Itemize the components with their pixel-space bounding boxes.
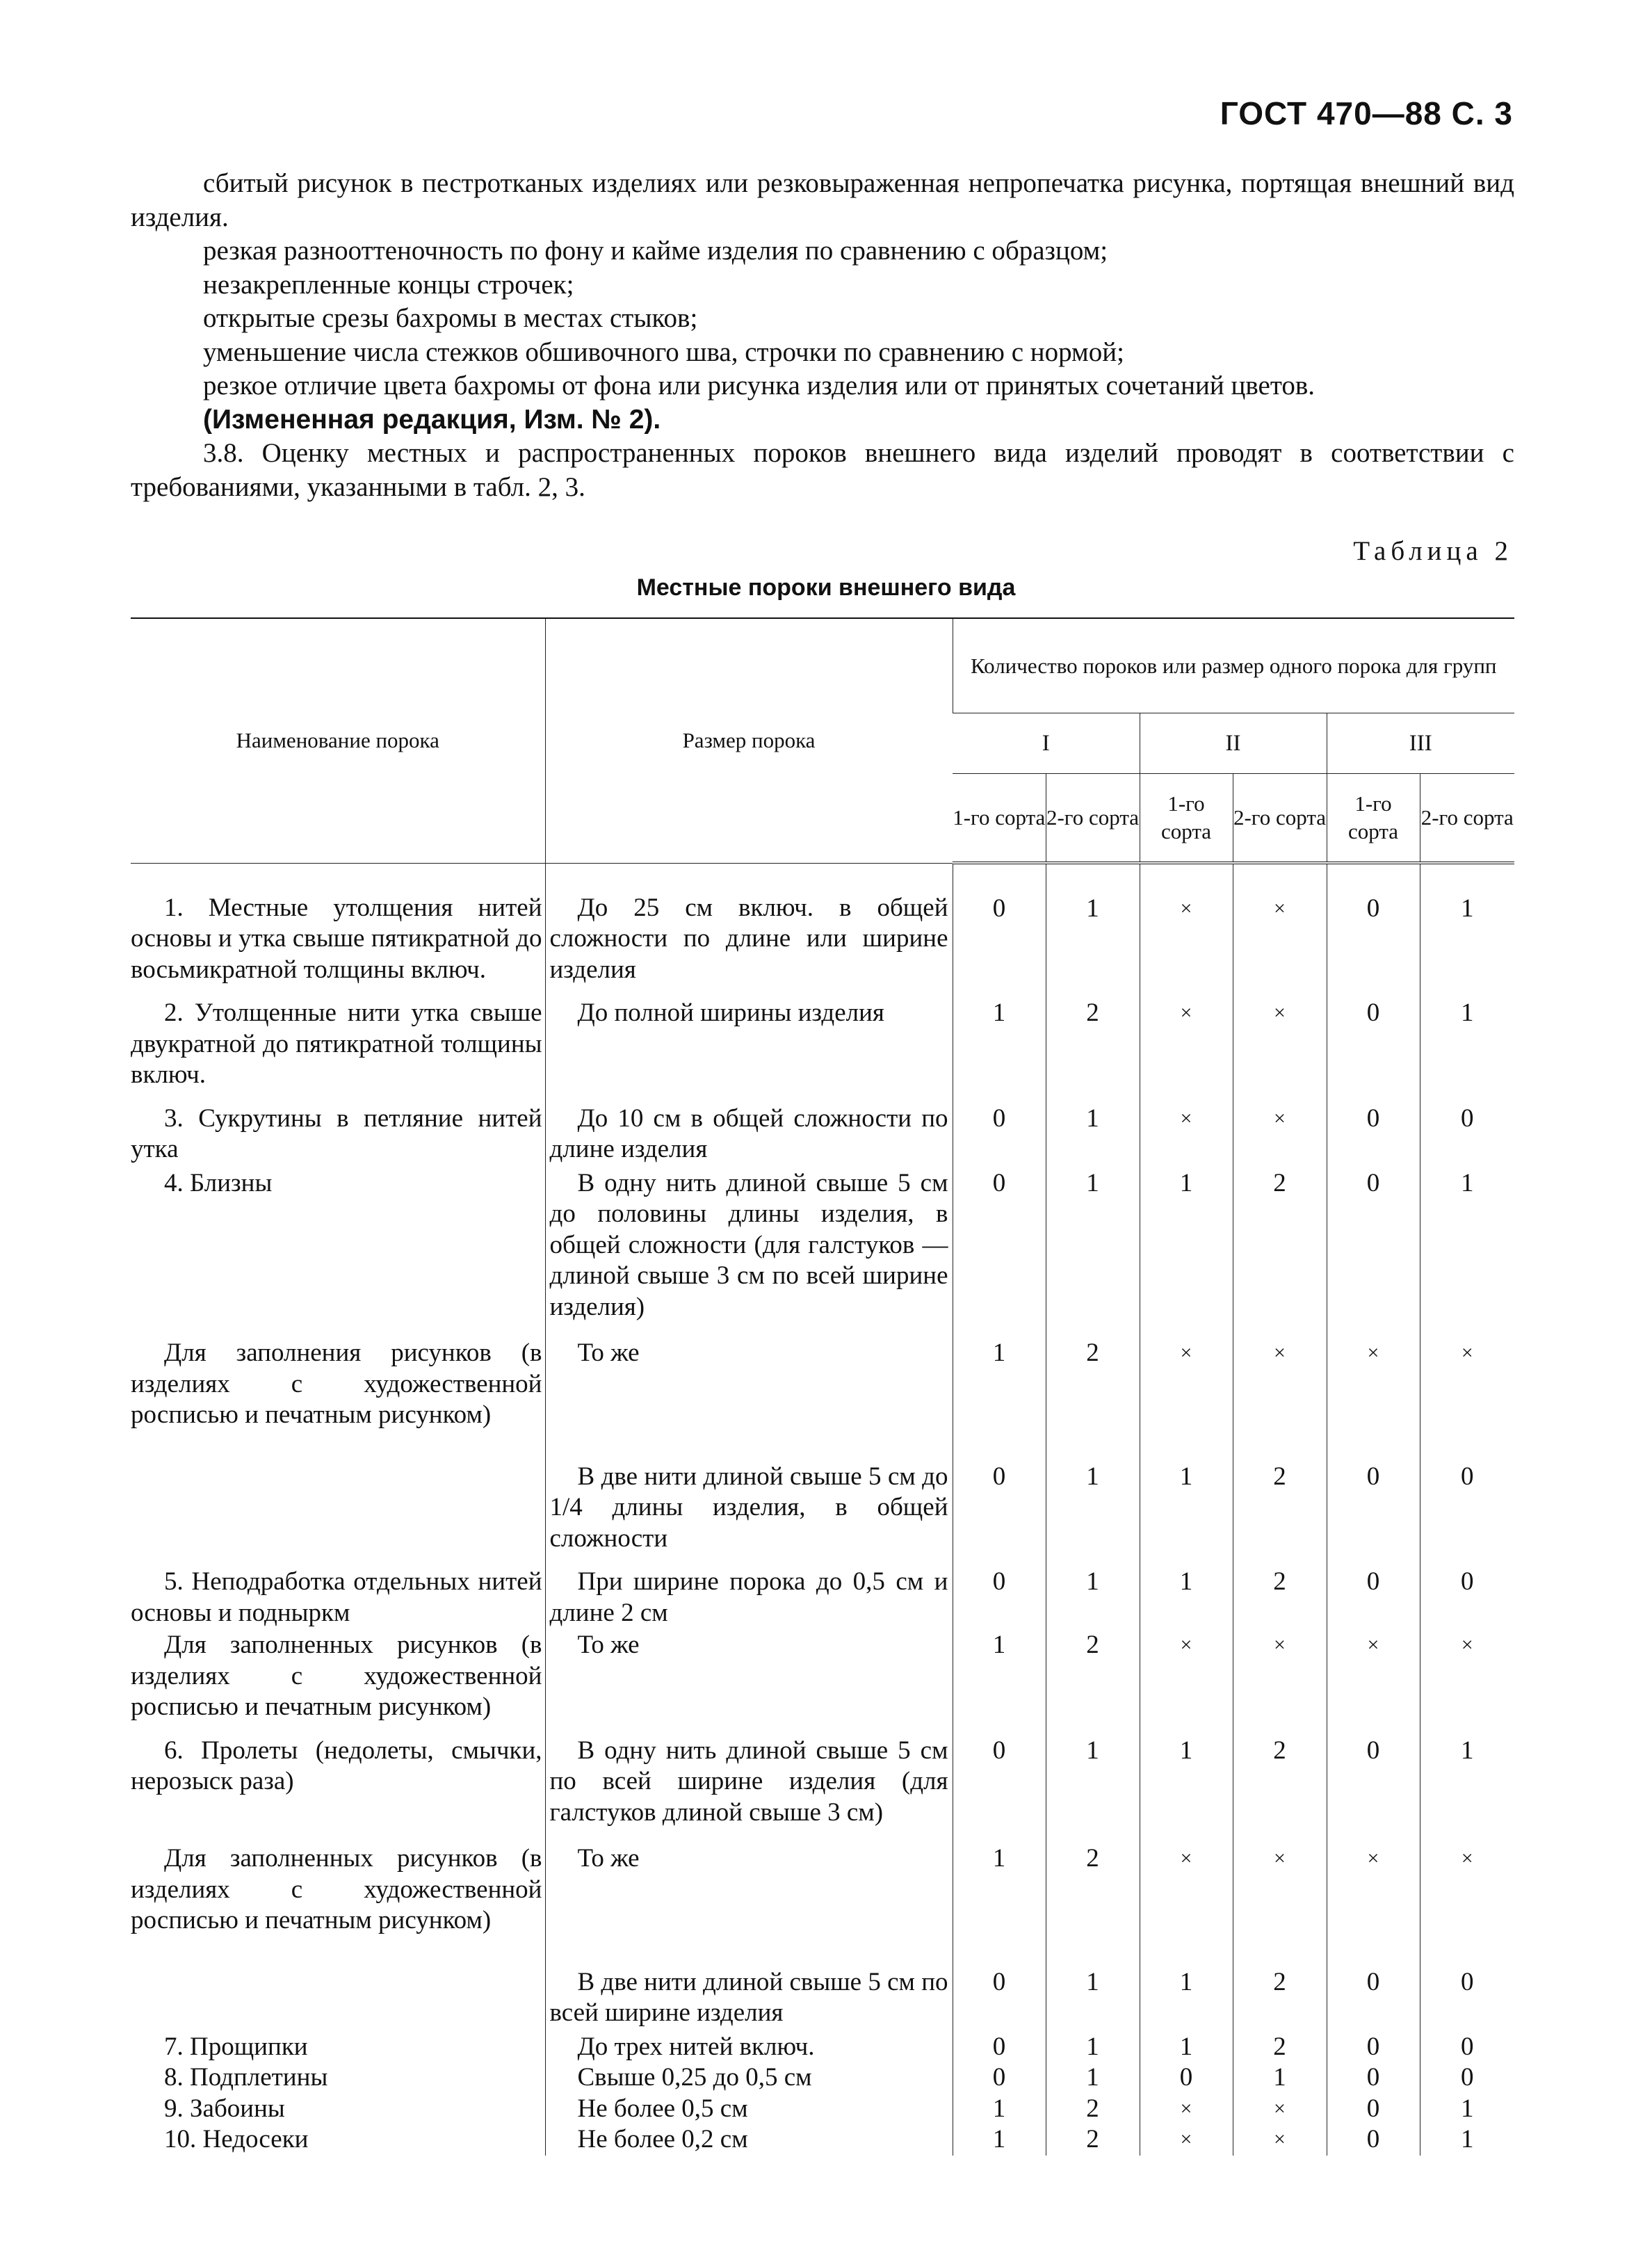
value-cell: 1 [953, 1323, 1046, 1431]
value-cell: 0 [953, 1431, 1046, 1555]
defect-size: До 25 см включ. в общей сложности по длине или ширине изделия [549, 893, 948, 984]
value-cell: × [1233, 863, 1327, 985]
value-cell: × [1327, 1323, 1420, 1431]
value-cell: × [1233, 1628, 1327, 1723]
defect-name-cell [131, 1937, 545, 2029]
amendment-note: (Измененная редакция, Изм. № 2). [203, 404, 661, 435]
table-row [131, 1091, 1514, 1165]
table-row [131, 2094, 1514, 2125]
defect-size-cell [545, 2094, 953, 2125]
value-cell: 0 [953, 2029, 1046, 2063]
value-cell: 1 [1233, 2062, 1327, 2094]
page-header: ГОСТ 470—88 С. 3 [1220, 95, 1513, 131]
value-cell: 1 [953, 1628, 1046, 1723]
paragraph: уменьшение числа стежков обшивочного шва, строчки по сравнению с нормой; [203, 337, 1124, 367]
value-cell: 0 [953, 1091, 1046, 1165]
value-cell: 2 [1046, 2124, 1140, 2156]
table-row [131, 1165, 1514, 1323]
value-cell: × [1233, 2094, 1327, 2125]
value-cell: × [1420, 1323, 1514, 1431]
value-cell: 0 [1420, 1091, 1514, 1165]
defect-size-cell [545, 1554, 953, 1628]
defect-size: В одну нить длиной свыше 5 см по всей ширине изделия (для галстуков длиной свыше 3 см) [549, 1736, 948, 1827]
defect-size-cell [545, 1165, 953, 1323]
value-cell: 1 [1046, 1091, 1140, 1165]
defect-size: То же [577, 1844, 640, 1873]
value-cell: × [1140, 1828, 1233, 1937]
value-cell: 2 [1046, 1828, 1140, 1937]
group-header-2: II [1140, 713, 1327, 774]
defect-size: До полной ширины изделия [577, 999, 884, 1027]
value-cell: × [1140, 863, 1233, 985]
table-row [131, 985, 1514, 1091]
value-cell: 0 [1327, 985, 1420, 1091]
defect-size-cell [545, 1431, 953, 1555]
value-cell: × [1233, 2124, 1327, 2156]
grade-header: 2-го сорта [1233, 774, 1327, 864]
defect-size-cell [545, 1323, 953, 1431]
value-cell: 1 [1420, 863, 1514, 985]
table-row [131, 2062, 1514, 2094]
table-row [131, 1628, 1514, 1723]
defect-name-cell [131, 1554, 545, 1628]
value-cell: × [1233, 985, 1327, 1091]
grade-header: 1-го сорта [1140, 774, 1233, 864]
defect-name: Для заполненных рисунков (в изделиях с художественной росписью и печатным рисунком) [131, 1844, 542, 1934]
defect-size: Не более 0,2 см [577, 2125, 748, 2153]
value-cell: 1 [1046, 1431, 1140, 1555]
value-cell: 0 [1327, 863, 1420, 985]
value-cell: × [1420, 1828, 1514, 1937]
value-cell: 0 [1420, 1431, 1514, 1555]
defects-table [131, 619, 1514, 2156]
value-cell: 1 [953, 2124, 1046, 2156]
defect-size: Не более 0,5 см [577, 2094, 748, 2123]
value-cell: 1 [1420, 1165, 1514, 1323]
value-cell: 1 [953, 2094, 1046, 2125]
defect-size: То же [577, 1339, 640, 1367]
defect-size-cell [545, 1723, 953, 1829]
defect-name-cell [131, 2094, 545, 2125]
value-cell: 0 [953, 863, 1046, 985]
defect-size: То же [577, 1631, 640, 1659]
value-cell: 1 [1046, 1937, 1140, 2029]
value-cell: 0 [1420, 2029, 1514, 2063]
value-cell: 0 [1327, 2062, 1420, 2094]
value-cell: 2 [1233, 2029, 1327, 2063]
value-cell: × [1233, 1828, 1327, 1937]
value-cell: 2 [1233, 1431, 1327, 1555]
value-cell: 1 [1046, 1723, 1140, 1829]
defect-name-cell [131, 1628, 545, 1723]
defect-name-cell [131, 2124, 545, 2156]
grade-header: 2-го сорта [1046, 774, 1140, 864]
defect-name-cell [131, 1723, 545, 1829]
value-cell: 2 [1233, 1937, 1327, 2029]
value-cell: × [1140, 2124, 1233, 2156]
value-cell: 1 [1046, 1165, 1140, 1323]
value-cell: 0 [1327, 2029, 1420, 2063]
value-cell: × [1420, 1628, 1514, 1723]
value-cell: 1 [1420, 2094, 1514, 2125]
defect-size-cell [545, 2062, 953, 2094]
paragraph: резкое отличие цвета бахромы от фона или рисунка изделия или от принятых сочетаний цветов. [203, 371, 1315, 401]
defect-size-cell [545, 985, 953, 1091]
value-cell: 0 [1327, 1165, 1420, 1323]
value-cell: 0 [1327, 1937, 1420, 2029]
table-row [131, 1323, 1514, 1431]
defect-name-cell [131, 2029, 545, 2063]
value-cell: 0 [1327, 2094, 1420, 2125]
grade-header: 1-го сорта [1327, 774, 1420, 864]
group-header-3: III [1327, 713, 1514, 774]
defect-size: В одну нить длиной свыше 5 см до половины длины изделия, в общей сложности (для галстуков — длиной свыше 3 см по всей ширине изделия) [549, 1168, 948, 1321]
value-cell: × [1140, 1091, 1233, 1165]
value-cell: 1 [1046, 1554, 1140, 1628]
grade-header: 1-го сорта [953, 774, 1046, 864]
value-cell: 1 [1046, 2062, 1140, 2094]
defect-name: 6. Пролеты (недолеты, смычки, нерозыск раза) [131, 1736, 542, 1795]
value-cell: × [1327, 1828, 1420, 1937]
value-cell: 0 [953, 1937, 1046, 2029]
defect-name-cell [131, 1091, 545, 1165]
value-cell: 1 [1140, 1165, 1233, 1323]
defect-size: До 10 см в общей сложности по длине изделия [549, 1104, 948, 1163]
table-row [131, 1828, 1514, 1937]
value-cell: 1 [1140, 2029, 1233, 2063]
value-cell: 1 [1140, 1431, 1233, 1555]
value-cell: 1 [1420, 2124, 1514, 2156]
defect-name-cell [131, 1431, 545, 1555]
defect-name: 7. Прощипки [164, 2032, 308, 2061]
value-cell: 2 [1046, 1628, 1140, 1723]
defect-size-cell [545, 2124, 953, 2156]
defect-name: 1. Местные утолщения нитей основы и утка свыше пятикратной до восьмикратной толщины включ. [131, 893, 542, 984]
value-cell: 2 [1046, 1323, 1140, 1431]
value-cell: × [1233, 1091, 1327, 1165]
column-header-count: Количество пороков или размер одного порока для групп [953, 619, 1514, 713]
defect-size-cell [545, 2029, 953, 2063]
defect-size: В две нити длиной свыше 5 см по всей ширине изделия [549, 1967, 948, 2027]
defect-size-cell [545, 1828, 953, 1937]
value-cell: × [1140, 2094, 1233, 2125]
value-cell: 1 [1420, 1723, 1514, 1829]
defect-size-cell [545, 1091, 953, 1165]
defect-name-cell [131, 2062, 545, 2094]
defect-size: Свыше 0,25 до 0,5 см [577, 2063, 812, 2092]
value-cell: 2 [1046, 2094, 1140, 2125]
value-cell: 2 [1233, 1554, 1327, 1628]
paragraph: незакрепленные концы строчек; [203, 269, 574, 300]
body-text [131, 167, 1514, 504]
defect-size: При ширине порока до 0,5 см и длине 2 см [549, 1567, 948, 1627]
defect-size: До трех нитей включ. [577, 2032, 815, 2061]
value-cell: 1 [953, 985, 1046, 1091]
defect-name-cell [131, 1323, 545, 1431]
defect-name: Для заполнения рисунков (в изделиях с художественной росписью и печатным рисунком) [131, 1339, 542, 1429]
value-cell: × [1140, 985, 1233, 1091]
defect-name-cell [131, 863, 545, 985]
table-title: Местные пороки внешнего вида [636, 574, 1016, 601]
table-row [131, 863, 1514, 985]
value-cell: 1 [1046, 863, 1140, 985]
value-cell: × [1140, 1323, 1233, 1431]
value-cell: 1 [1140, 1554, 1233, 1628]
paragraph: сбитый рисунок в пестротканых изделиях или резковыраженная непропечатка рисунка, портящая внешний вид изделия. [131, 168, 1514, 232]
value-cell: 1 [1140, 1723, 1233, 1829]
value-cell: 2 [1233, 1165, 1327, 1323]
value-cell: 0 [953, 1723, 1046, 1829]
value-cell: 0 [953, 1554, 1046, 1628]
table-row [131, 1431, 1514, 1555]
defect-name: 10. Недосеки [164, 2125, 309, 2153]
value-cell: 0 [1327, 1431, 1420, 1555]
defect-size-cell [545, 863, 953, 985]
value-cell: 1 [953, 1828, 1046, 1937]
value-cell: 1 [1046, 2029, 1140, 2063]
defect-name-cell [131, 1828, 545, 1937]
value-cell: 0 [1327, 1091, 1420, 1165]
defect-name-cell [131, 985, 545, 1091]
defect-name: 5. Неподработка отдельных нитей основы и подныркм [131, 1567, 542, 1627]
column-header-name: Наименование порока [131, 619, 545, 863]
column-header-size: Размер порока [545, 619, 953, 863]
value-cell: 0 [1420, 1937, 1514, 2029]
value-cell: × [1327, 1628, 1420, 1723]
paragraph-3-8: 3.8. Оценку местных и распространенных пороков внешнего вида изделий проводят в соответствии с требованиями, указанными в табл. 2, 3. [131, 438, 1514, 502]
paragraph: резкая разнооттеночность по фону и кайме изделия по сравнению с образцом; [203, 236, 1108, 266]
group-header-1: I [953, 713, 1140, 774]
paragraph: открытые срезы бахромы в местах стыков; [203, 303, 698, 333]
table-row [131, 1937, 1514, 2029]
value-cell: 1 [1140, 1937, 1233, 2029]
value-cell: 0 [1420, 1554, 1514, 1628]
value-cell: 0 [1327, 2124, 1420, 2156]
value-cell: × [1233, 1323, 1327, 1431]
value-cell: 0 [953, 1165, 1046, 1323]
value-cell: 0 [953, 2062, 1046, 2094]
defect-name: Для заполненных рисунков (в изделиях с художественной росписью и печатным рисунком) [131, 1631, 542, 1721]
value-cell: 2 [1233, 1723, 1327, 1829]
table-row [131, 2029, 1514, 2063]
value-cell: 0 [1327, 1723, 1420, 1829]
defect-name: 9. Забоины [164, 2094, 285, 2123]
table-row [131, 1554, 1514, 1628]
defect-name-cell [131, 1165, 545, 1323]
defect-size: В две нити длиной свыше 5 см до 1/4 длины изделия, в общей сложности [549, 1462, 948, 1553]
value-cell: 2 [1046, 985, 1140, 1091]
defect-size-cell [545, 1628, 953, 1723]
value-cell: × [1140, 1628, 1233, 1723]
table-row [131, 2124, 1514, 2156]
grade-header: 2-го сорта [1420, 774, 1514, 864]
value-cell: 0 [1327, 1554, 1420, 1628]
table-label: Таблица 2 [1353, 536, 1513, 566]
value-cell: 0 [1140, 2062, 1233, 2094]
defect-name: 2. Утолщенные нити утка свыше двукратной до пятикратной толщины включ. [131, 999, 542, 1089]
value-cell: 0 [1420, 2062, 1514, 2094]
table-row [131, 1723, 1514, 1829]
defect-name: 4. Близны [164, 1168, 273, 1197]
value-cell: 1 [1420, 985, 1514, 1091]
defect-name: 3. Сукрутины в петляние нитей утка [131, 1104, 542, 1163]
defect-name: 8. Подплетины [164, 2063, 328, 2092]
defect-size-cell [545, 1937, 953, 2029]
